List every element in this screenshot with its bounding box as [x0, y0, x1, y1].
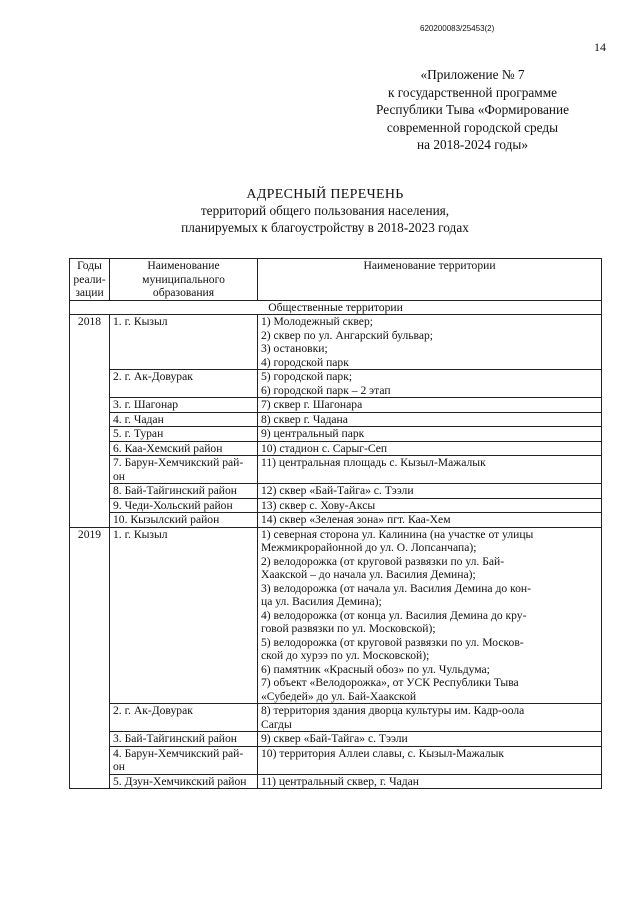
territory-line: 13) сквер с. Хову-Аксы: [261, 498, 376, 512]
territory-line: 1) Молодежный сквер;: [261, 315, 373, 328]
header-years: [70, 259, 110, 301]
territory-line: 4) велодорожка (от конца ул. Василия Демина до кру-: [261, 608, 527, 622]
municipality-cell: 2. г. Ак-Довурак: [110, 704, 258, 732]
year-cell: 2018: [70, 315, 110, 528]
municipality-cell: 1. г. Кызыл: [110, 527, 258, 704]
territory-line: 3) велодорожка (от начала ул. Василия Демина до кон-: [261, 581, 531, 595]
table-row: [70, 774, 602, 789]
territory-line: Сагды: [261, 717, 292, 731]
table-row: [70, 732, 602, 747]
table-row: [70, 370, 602, 398]
table-row: [70, 441, 602, 456]
territory-cell: [258, 774, 602, 789]
header-line: Наименование: [147, 259, 220, 272]
territory-line: 9) сквер «Бай-Тайга» с. Тээли: [261, 732, 408, 745]
territory-line: 14) сквер «Зеленая зона» пгт. Каа-Хем: [261, 513, 451, 526]
territory-line: 11) центральная площадь с. Кызыл-Мажалык: [261, 456, 486, 469]
territory-line: 3) остановки;: [261, 342, 328, 355]
table-row: [70, 484, 602, 499]
territory-cell: [258, 746, 602, 774]
municipality-cell: 9. Чеди-Хольский район: [110, 498, 258, 513]
territory-cell: [258, 498, 602, 513]
municipality-cell: 10. Кызылский район: [110, 513, 258, 528]
table-row: [70, 315, 602, 370]
territory-line: 10) территория Аллеи славы, с. Кызыл-Мажалык: [261, 746, 505, 760]
header-line: образования: [152, 286, 215, 299]
appendix-caption: [350, 66, 595, 154]
header-line: Годы: [77, 259, 102, 272]
territory-cell: [258, 732, 602, 747]
territory-line: ца ул. Василия Демина);: [261, 595, 382, 608]
municipality-cell: 1. г. Кызыл: [110, 315, 258, 370]
territory-line: 9) центральный парк: [261, 427, 365, 440]
header-line: реали-: [73, 272, 106, 286]
table-row: [70, 527, 602, 704]
territory-line: 1) северная сторона ул. Калинина (на участке от улицы: [261, 527, 534, 541]
territory-line: 2) сквер по ул. Ангарский бульвар;: [261, 328, 434, 342]
territory-line: 10) стадион с. Сарыг-Сеп: [261, 441, 388, 455]
territory-cell: [258, 441, 602, 456]
table-row: [70, 498, 602, 513]
table-row: [70, 412, 602, 427]
territory-cell: [258, 704, 602, 732]
territory-cell: [258, 427, 602, 442]
municipality-cell: 7. Барун-Хемчикский рай-он: [110, 456, 258, 484]
territory-cell: [258, 315, 602, 370]
document-title: АДРЕСНЫЙ ПЕРЕЧЕНЬ: [246, 187, 404, 202]
territory-line: 12) сквер «Бай-Тайга» с. Тээли: [261, 484, 414, 497]
territory-cell: [258, 513, 602, 528]
appendix-line: современной городской среды: [386, 119, 559, 135]
table-row: [70, 456, 602, 484]
municipality-cell: 8. Бай-Тайгинский район: [110, 484, 258, 499]
document-id: 620200083/25453(2): [420, 24, 495, 33]
table-row: [70, 398, 602, 413]
header-line: муниципального: [142, 272, 225, 286]
section-title: Общественные территории: [70, 300, 602, 315]
territory-line: 7) сквер г. Шагонара: [261, 398, 363, 411]
document-subtitle: [100, 203, 550, 236]
municipality-cell: 3. Бай-Тайгинский район: [110, 732, 258, 747]
territory-line: 2) велодорожка (от круговой развязки по ул. Бай-: [261, 554, 505, 568]
title-block: [100, 186, 550, 236]
appendix-line: «Приложение № 7: [420, 67, 525, 82]
territory-cell: [258, 527, 602, 704]
territory-line: Межмикрорайонной до ул. О. Лопсанчапа);: [261, 541, 477, 554]
subtitle-line: территорий общего пользования населения,: [200, 203, 450, 218]
appendix-line: к государственной программе: [387, 84, 558, 100]
appendix-line: на 2018-2024 годы»: [416, 137, 529, 152]
header-line: зации: [75, 286, 104, 299]
territory-line: 7) объект «Велодорожка», от УСК Республики Тыва: [261, 676, 519, 689]
table-row: [70, 513, 602, 528]
table-row: [70, 427, 602, 442]
municipality-cell: 5. г. Туран: [110, 427, 258, 442]
header-territory: Наименование территории: [258, 259, 602, 301]
territory-line: ской до хурээ по ул. Московской);: [261, 649, 430, 662]
municipality-cell: 2. г. Ак-Довурак: [110, 370, 258, 398]
territory-line: Хаакской – до начала ул. Василия Демина);: [261, 568, 476, 581]
municipality-cell: 5. Дзун-Хемчикский район: [110, 774, 258, 789]
municipality-cell: 4. г. Чадан: [110, 412, 258, 427]
territory-cell: [258, 484, 602, 499]
territory-line: 4) городской парк: [261, 355, 349, 369]
subtitle-line: планируемых к благоустройству в 2018-2023 годах: [181, 219, 469, 235]
table-row: [70, 704, 602, 732]
territory-cell: [258, 456, 602, 484]
municipality-cell: 3. г. Шагонар: [110, 398, 258, 413]
appendix-line: Республики Тыва «Формирование: [376, 102, 569, 117]
territory-line: 8) сквер г. Чадана: [261, 412, 348, 426]
territory-line: говой развязки по ул. Московской);: [261, 622, 436, 635]
territory-line: 11) центральный сквер, г. Чадан: [261, 774, 419, 788]
municipality-cell: 4. Барун-Хемчикский рай-он: [110, 746, 258, 774]
territory-line: 6) памятник «Красный обоз» по ул. Чульдума;: [261, 662, 490, 676]
municipality-cell: 6. Каа-Хемский район: [110, 441, 258, 456]
year-cell: 2019: [70, 527, 110, 789]
territory-cell: [258, 370, 602, 398]
page-number: 14: [594, 40, 606, 54]
table-row: [70, 746, 602, 774]
territory-cell: [258, 412, 602, 427]
territory-line: 6) городской парк – 2 этап: [261, 383, 391, 397]
section-row: [70, 300, 602, 315]
address-table: [69, 258, 602, 789]
territory-line: 8) территория здания дворца культуры им. Кадр-оола: [261, 704, 525, 717]
header-municipality: [110, 259, 258, 301]
table-header-row: [70, 259, 602, 301]
territory-line: 5) городской парк;: [261, 370, 353, 383]
territory-cell: [258, 398, 602, 413]
territory-line: «Субедей» до ул. Бай-Хаакской: [261, 689, 417, 703]
territory-line: 5) велодорожка (от круговой развязки по ул. Москов-: [261, 635, 524, 649]
